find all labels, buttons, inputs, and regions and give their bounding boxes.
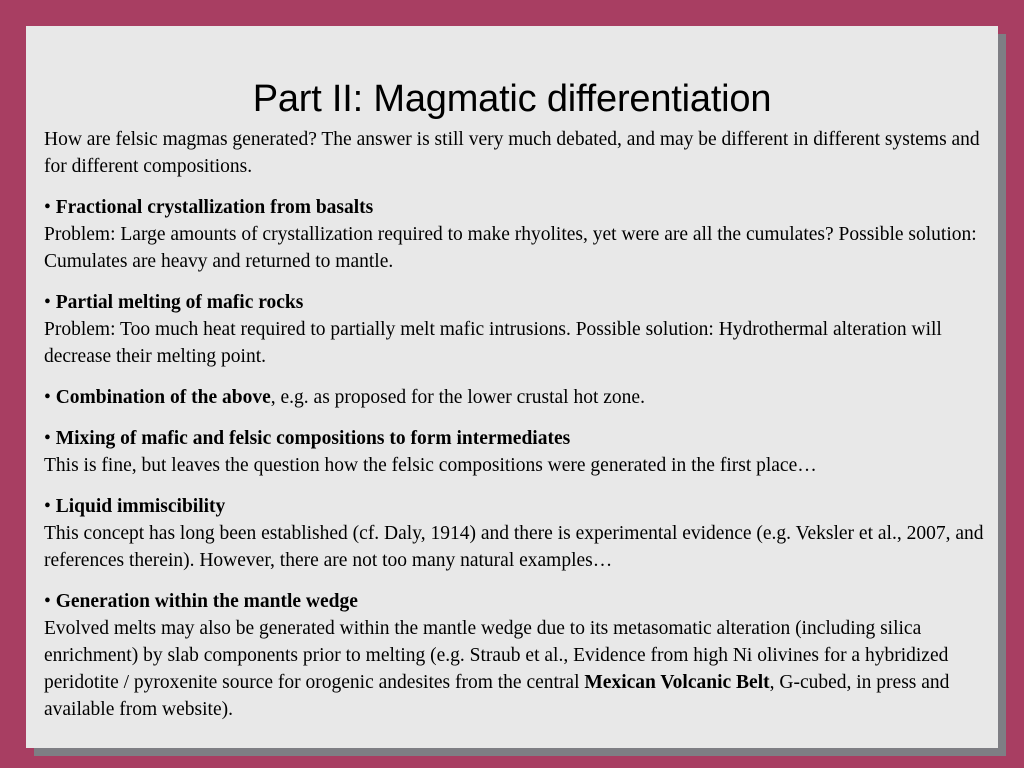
- bullet-heading: Liquid immiscibility: [55, 496, 226, 517]
- bullet-heading: Generation within the mantle wedge: [55, 591, 358, 612]
- bullet-marker: •: [44, 496, 51, 517]
- bullet-body-bold: Mexican Volcanic Belt: [584, 672, 770, 693]
- slide-title: Part II: Magmatic differentiation: [252, 78, 772, 120]
- bullet-item: [44, 194, 989, 275]
- bullet-heading: Fractional crystallization from basalts: [55, 197, 374, 218]
- slide-body: [44, 126, 989, 723]
- bullet-marker: •: [44, 292, 51, 313]
- bullet-item: [44, 588, 989, 723]
- bullet-heading: Mixing of mafic and felsic compositions to form intermediates: [55, 428, 571, 449]
- bullet-heading: Partial melting of mafic rocks: [55, 292, 304, 313]
- bullet-marker: •: [44, 197, 51, 218]
- bullet-body: This is fine, but leaves the question how the felsic compositions were generated in the first place…: [44, 455, 817, 476]
- intro-paragraph: How are felsic magmas generated? The answer is still very much debated, and may be different in different systems and for different compositions.: [44, 129, 980, 177]
- bullet-body: Problem: Too much heat required to partially melt mafic intrusions. Possible solution: Hydrothermal alteration will decrease their melting point.: [44, 319, 942, 367]
- bullet-body: Problem: Large amounts of crystallization required to make rhyolites, yet were are all the cumulates? Possible solution: Cumulates are heavy and returned to mantle.: [44, 224, 977, 272]
- bullet-body: Evolved melts may also be generated within the mantle wedge due to its metasomatic alteration (including silica enrichment) by slab components prior to melting (e.g. Straub et al., Evidence from high Ni olivines for a hybridized peridotite / pyroxenite source for orogenic andesites from the central: [44, 618, 949, 693]
- bullet-item: [44, 493, 989, 574]
- bullet-marker: •: [44, 591, 51, 612]
- bullet-body: This concept has long been established (cf. Daly, 1914) and there is experimental evidence (e.g. Veksler et al., 2007, and references therein). However, there are not too many natural examples…: [44, 523, 984, 571]
- bullet-item: [44, 289, 989, 370]
- bullet-item: [44, 384, 989, 411]
- bullet-marker: •: [44, 428, 51, 449]
- bullet-marker: •: [44, 387, 51, 408]
- bullet-inline-text: , e.g. as proposed for the lower crustal hot zone.: [270, 387, 645, 408]
- slide: [26, 26, 998, 748]
- bullet-item: [44, 425, 989, 479]
- bullet-heading: Combination of the above: [55, 387, 271, 408]
- bullet-body-tail: , G-cubed, in press and available from website).: [44, 672, 950, 720]
